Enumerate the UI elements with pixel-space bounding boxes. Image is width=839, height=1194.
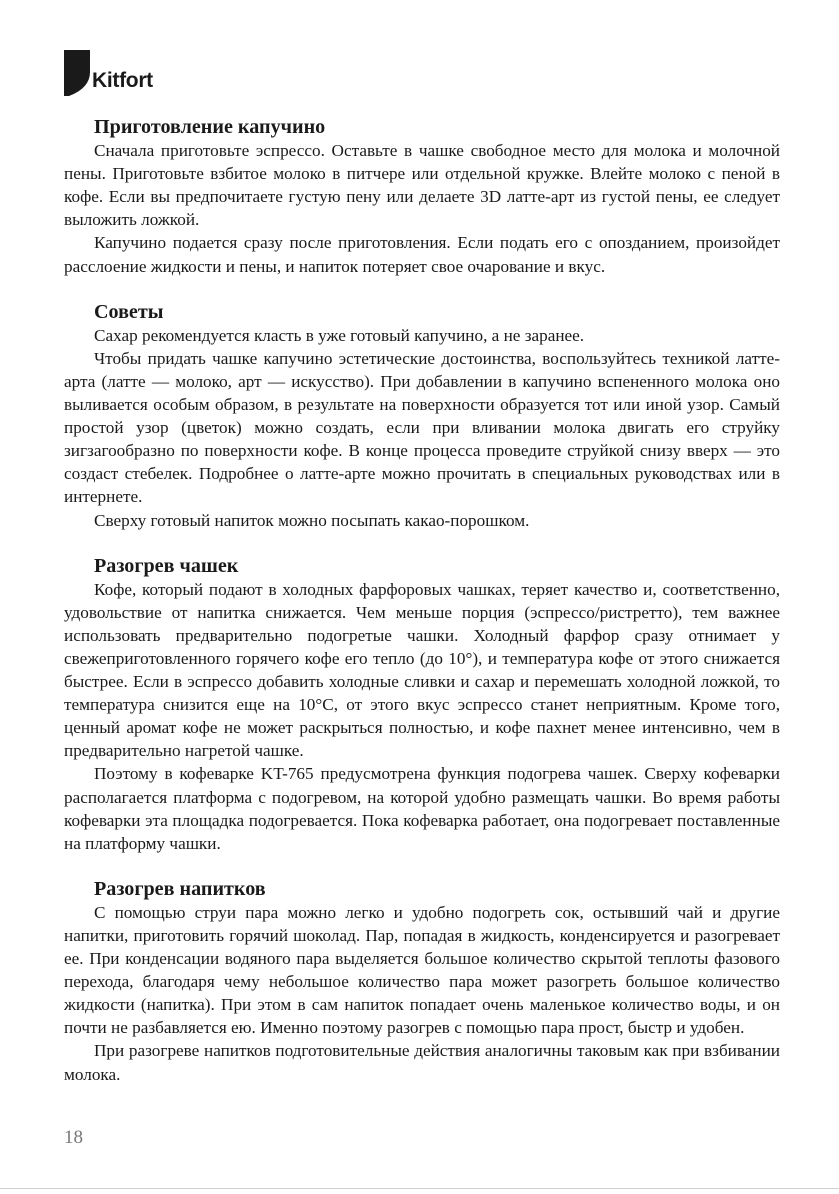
page-number: 18 — [64, 1127, 83, 1148]
section-title: Приготовление капучино — [94, 116, 326, 138]
paragraph: Чтобы придать чашке капучино эстетические достоинства, воспользуйтесь техникой латте-арта (латте — молоко, арт — искусство). При добавлении в капучино вспененного молока оно выливается особым образом, в результате на поверхности образуется тот или иной узор. Самый простой узор (цветок) можно создать, если при вливании молока двигать его струйку зигзагообразно по поверхности кофе. В конце процесса проведите струйкой снизу вверх — это создаст стебелек. Подробнее о латте-арте можно прочитать в специальных руководствах или в интернете. — [64, 348, 780, 507]
paragraph: Сначала приготовьте эспрессо. Оставьте в чашке свободное место для молока и молочной пены. Приготовьте взбитое молоко в питчере или отдельной кружке. Влейте молоко с пеной в кофе. Если вы предпочитаете густую пену или делаете 3D латте-арт из густой пены, ее следует выложить ложкой. — [64, 141, 780, 230]
brand-name: Kitfort — [92, 69, 153, 92]
paragraph: При разогреве напитков подготовительные действия аналогичны таковым как при взбивании молока. — [64, 1041, 780, 1084]
paragraph: Кофе, который подают в холодных фарфоровых чашках, теряет качество и, соответственно, удовольствие от напитка снижается. Чем меньше порция (эспрессо/ристретто), тем важнее использовать предварительно подогретые чашки. Холодный фарфор сразу отнимает у свежеприготовленного горячего кофе его тепло (до 10°), и температура кофе от этого снижается быстрее. Если в эспрессо добавить холодные сливки и сахар и перемешать холодной ложкой, то температура снизится еще на 10°C, от этого вкус эспрессо станет неприятным. Кроме того, ценный аромат кофе не может раскрыться полностью, и кофе пахнет менее интенсивно, чем в предварительно нагретой чашке. — [64, 579, 780, 761]
section-title: Разогрев чашек — [94, 554, 239, 577]
page-bottom-divider — [0, 1188, 839, 1189]
paragraph: Поэтому в кофеварке KT-765 предусмотрена функция подогрева чашек. Сверху кофеварки располагается платформа с подогревом, на которой удобно размещать чашки. Во время работы кофеварки эта площадка подогревается. Пока кофеварка работает, она подогревает поставленные на платформу чашки. — [64, 764, 780, 853]
section-title: Разогрев напитков — [94, 877, 266, 900]
paragraph: Сахар рекомендуется класть в уже готовый капучино, а не заранее. — [94, 325, 585, 345]
brand-logo — [64, 50, 153, 96]
kitfort-logo-icon — [64, 50, 90, 96]
document-body — [64, 116, 780, 1086]
paragraph: Капучино подается сразу после приготовления. Если подать его с опозданием, произойдет расслоение жидкости и пены, и напиток потеряет свое очарование и вкус. — [64, 233, 780, 276]
paragraph: Сверху готовый напиток можно посыпать какао-порошком. — [94, 510, 530, 530]
paragraph: С помощью струи пара можно легко и удобно подогреть сок, остывший чай и другие напитки, приготовить горячий шоколад. Пар, попадая в жидкость, конденсируется и разогревает ее. При конденсации водяного пара выделяется большое количество скрытой теплоты фазового перехода, благодаря чему небольшое количество пара может разогреть большое количество жидкости (напитка). При этом в сам напиток попадает очень маленькое количество воды, и он почти не разбавляется ею. Именно поэтому разогрев с помощью пара прост, быстр и удобен. — [64, 902, 780, 1038]
section-title: Советы — [94, 300, 164, 323]
